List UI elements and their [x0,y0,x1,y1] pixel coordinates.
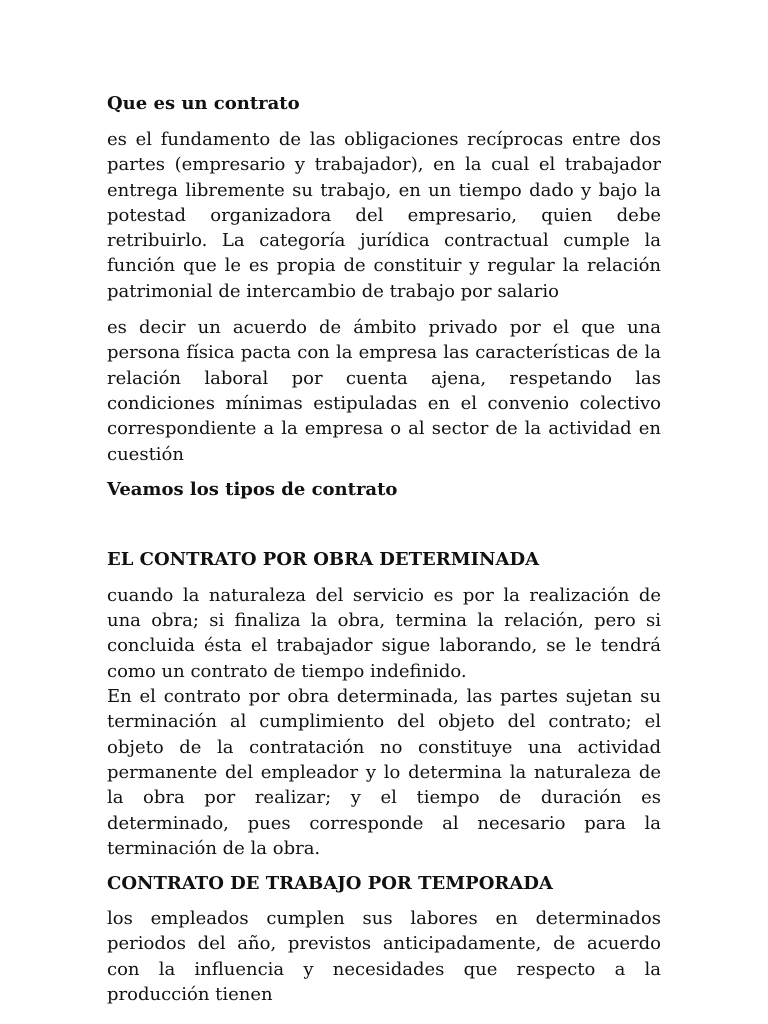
paragraph-agreement: es decir un acuerdo de ámbito privado por el que una persona física pacta con la empresa las características de la relación laboral por cuenta ajena, respetando las condiciones mínimas estipuladas en el convenio colectivo correspondiente a la empresa o al sector de la actividad en cuestión [107,317,661,465]
paragraph-definition: es el fundamento de las obligaciones recíprocas entre dos partes (empresario y trabajador), en la cual el trabajador entrega libremente su trabajo, en un tiempo dado y bajo la potestad organizadora del empresario, quien debe retribuirlo. La categoría jurídica contractual cumple la función que le es propia de constituir y regular la relación patrimonial de intercambio de trabajo por salario [107,129,661,302]
section-heading-obra-determinada: EL CONTRATO POR OBRA DETERMINADA [107,548,540,570]
section-heading-que-es-un-contrato: Que es un contrato [107,93,300,114]
paragraph-obra-nature: cuando la naturaleza del servicio es por la realización de una obra; si finaliza la obra, termina la relación, pero si concluida ésta el trabajador sigue laborando, se le tendrá como un contrato de tiempo indefinido. [107,584,661,682]
paragraph-obra-terms: En el contrato por obra determinada, las partes sujetan su terminación al cumplimiento del objeto del contrato; el objeto de la contratación no constituye una actividad permanente del empleador y lo determina la naturaleza de la obra por realizar; y el tiempo de duración es determinado, pues corresponde al necesario para la terminación de la obra. [107,686,661,859]
paragraph-temporada: los empleados cumplen sus labores en determinados periodos del año, previstos anticipadamente, de acuerdo con la influencia y necesidades que respecto a la producción tienen [107,908,661,1006]
section-heading-por-temporada: CONTRATO DE TRABAJO POR TEMPORADA [107,873,553,895]
section-heading-tipos-de-contrato: Veamos los tipos de contrato [107,478,398,500]
